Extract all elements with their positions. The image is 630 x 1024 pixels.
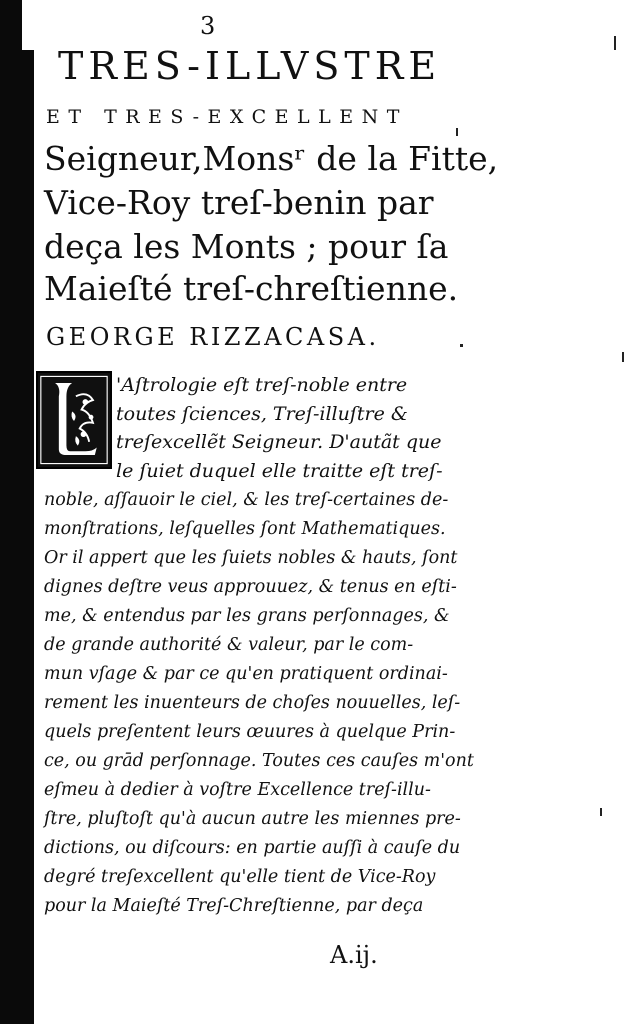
scan-speck xyxy=(460,344,463,347)
body-text-line-3: treſexcellẽt Seigneur. D'autãt que xyxy=(116,431,442,453)
body-text-line-13: quels preſentent leurs œuures à quelque Prin- xyxy=(44,722,456,742)
body-text-line-12: rement les inuenteurs de choſes nouuelles, leſ- xyxy=(44,693,461,713)
dedication-title-line-4: Vice-Roy treſ-benin par xyxy=(44,183,434,222)
dedication-title-line-3: Seigneur,Monsʳ de la Fitte, xyxy=(44,139,499,178)
body-text-line-14: ce, ou grād perſonnage. Toutes ces cauſes m'ont xyxy=(44,751,474,771)
drop-cap-ornament-svg xyxy=(38,373,110,467)
scan-speck xyxy=(614,36,616,50)
body-text-line-7: Or il appert que les ſuiets nobles & hauts, ſont xyxy=(44,548,458,568)
body-text-line-2: toutes ſciences, Treſ-illuſtre & xyxy=(116,403,408,425)
scan-speck xyxy=(600,808,602,816)
body-text-line-19: pour la Maieſté Treſ-Chreſtienne, par deça xyxy=(44,896,424,916)
page-binding-edge xyxy=(0,0,34,1024)
body-text-line-11: mun vſage & par ce qu'en pratiquent ordinai- xyxy=(44,664,448,684)
body-text-line-6: monſtrations, leſquelles ſont Mathematiques. xyxy=(44,519,446,539)
body-text-line-8: dignes deſtre veus approuuez, & tenus en eſti- xyxy=(44,577,457,597)
body-text-line-4: le ſuiet duquel elle traitte eſt treſ- xyxy=(116,460,443,482)
body-text-line-18: degré treſexcellent qu'elle tient de Vice-Roy xyxy=(44,867,436,887)
scan-speck xyxy=(622,352,624,362)
dedication-title-line-5: deça les Monts ; pour ſa xyxy=(44,227,449,266)
body-text-line-16: ſtre, pluſtoſt qu'à aucun autre les miennes pre- xyxy=(44,809,461,829)
dedication-title-line-6: Maieſté treſ-chreſtienne. xyxy=(44,269,459,308)
body-text-line-5: noble, aſſauoir le ciel, & les treſ-certaines de- xyxy=(44,490,449,510)
scan-speck xyxy=(456,128,458,136)
dedication-title-line-2: ET TRES-EXCELLENT xyxy=(46,106,408,128)
page-edge-notch xyxy=(22,0,34,50)
signature-mark: A.ij. xyxy=(330,941,378,969)
body-text-line-1: 'Aſtrologie eſt treſ-noble entre xyxy=(116,374,408,396)
body-text-line-9: me, & entendus par les grans perſonnages, & xyxy=(44,606,450,626)
author-name: GEORGE RIZZACASA. xyxy=(46,323,380,351)
body-text-line-10: de grande authorité & valeur, par le com- xyxy=(44,635,414,655)
body-text-line-15: eſmeu à dedier à voſtre Excellence treſ-illu- xyxy=(44,780,431,800)
dedication-title-line-1: TRES-ILLVSTRE xyxy=(58,44,442,88)
page-number: 3 xyxy=(200,12,216,40)
body-text-line-17: dictions, ou diſcours: en partie auſſi à cauſe du xyxy=(44,838,461,858)
ornamental-drop-cap-icon xyxy=(36,371,112,469)
